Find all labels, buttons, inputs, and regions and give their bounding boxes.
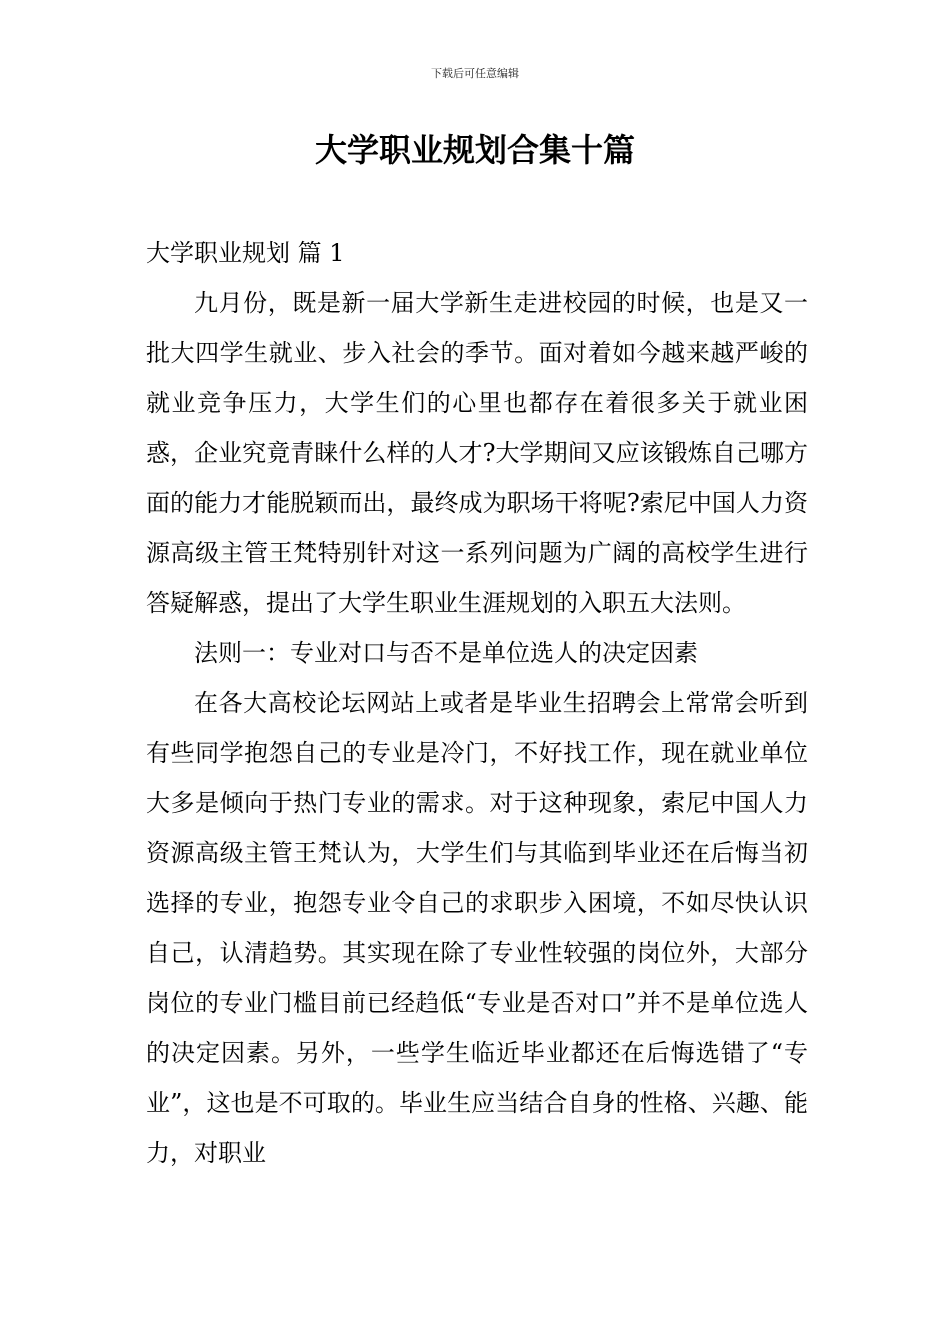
document-title: 大学职业规划合集十篇 — [314, 131, 635, 169]
paragraph-rule-one-body: 在各大高校论坛网站上或者是毕业生招聘会上常常会听到有些同学抱怨自己的专业是冷门，不好找工作，现在就业单位大多是倾向于热门专业的需求。对于这种现象，索尼中国人力资源高级主管王梵认为，大学生们与其临到毕业还在后悔当初选择的专业，抱怨专业令自己的求职步入困境，不如尽快认识自己，认清趋势。其实现在除了专业性较强的岗位外，大部分岗位的专业门槛目前已经趋低“专业是否对口”并不是单位选人的决定因素。另外，一些学生临近毕业都还在后悔选错了“专业”，这也是不可取的。毕业生应当结合自身的性格、兴趣、能力，对职业 — [146, 689, 808, 1167]
paragraph-rule-one-heading: 法则一：专业对口与否不是单位选人的决定因素 — [194, 639, 698, 667]
document-body — [146, 228, 808, 1178]
section-heading: 大学职业规划 篇 1 — [146, 239, 345, 267]
paragraph-intro: 九月份，既是新一届大学新生走进校园的时候，也是又一批大四学生就业、步入社会的季节。面对着如今越来越严峻的就业竞争压力，大学生们的心里也都存在着很多关于就业困惑，企业究竟青睐什么样的人才?大学期间又应该锻炼自己哪方面的能力才能脱颖而出，最终成为职场干将呢?索尼中国人力资源高级主管王梵特别针对这一系列问题为广阔的高校学生进行答疑解惑，提出了大学生职业生涯规划的入职五大法则。 — [146, 289, 808, 617]
header-note: 下载后可任意编辑 — [431, 67, 519, 80]
